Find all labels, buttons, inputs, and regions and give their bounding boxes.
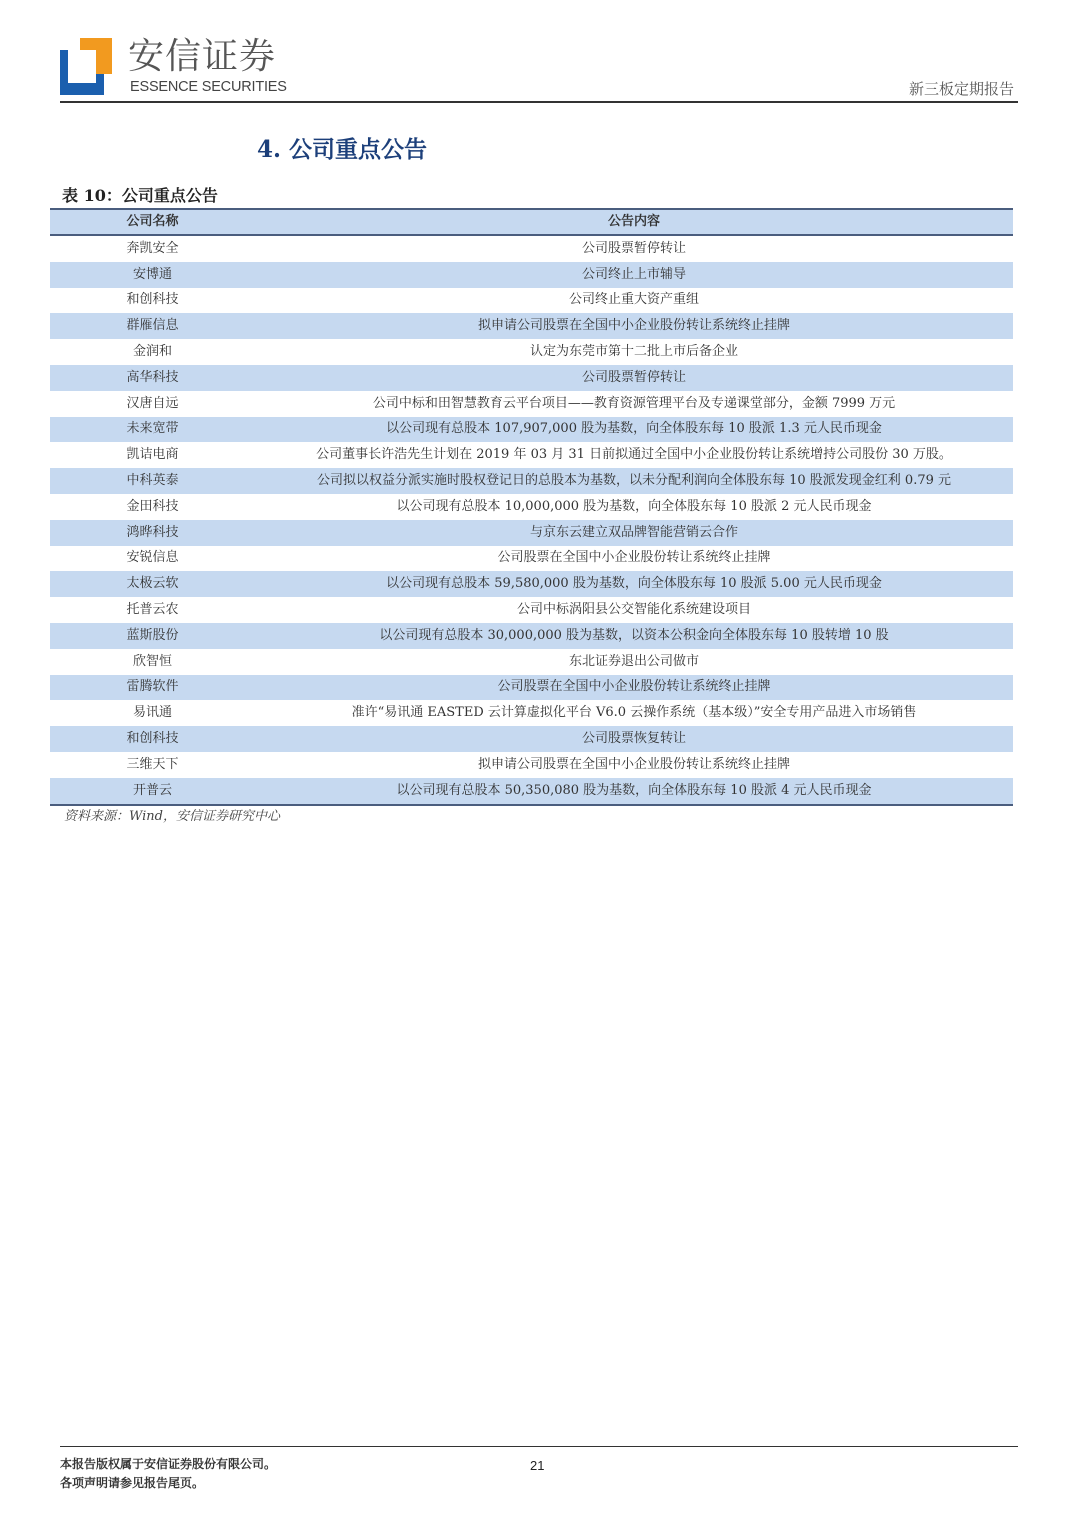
announcement-cell: 以公司现有总股本 59,580,000 股为基数，向全体股东每 10 股派 5.00 元人民币现金 <box>255 571 1013 597</box>
announcement-cell: 公司股票在全国中小企业股份转让系统终止挂牌 <box>255 675 1013 701</box>
source-note: 资料来源：Wind，安信证券研究中心 <box>64 808 280 824</box>
footer-divider <box>60 1446 1018 1447</box>
announcement-cell: 公司股票恢复转让 <box>255 726 1013 752</box>
company-name-cell: 高华科技 <box>50 365 255 391</box>
company-name-cell: 金田科技 <box>126 498 179 514</box>
announcement-cell: 以公司现有总股本 107,907,000 股为基数，向全体股东每 10 股派 1.3 元人民币现金 <box>255 417 1013 443</box>
company-name-cell: 金润和 <box>132 344 172 360</box>
announcement-cell: 公司中标涡阳县公交智能化系统建设项目 <box>516 602 751 618</box>
announcement-cell: 准许“易讯通 EASTED 云计算虚拟化平台 V6.0 云操作系统（基本级）”安全专用产品进入市场销售 <box>351 705 917 721</box>
page-number: 21 <box>530 1458 545 1473</box>
company-name-cell: 汉唐自远 <box>126 395 179 411</box>
table-row <box>50 339 1013 365</box>
announcement-cell: 公司股票在全国中小企业股份转让系统终止挂牌 <box>497 550 771 566</box>
announcement-cell: 以公司现有总股本 50,350,080 股为基数，向全体股东每 10 股派 4 元人民币现金 <box>255 778 1013 805</box>
announcement-cell: 拟申请公司股票在全国中小企业股份转让系统终止挂牌 <box>477 756 790 772</box>
table-row <box>50 235 1013 262</box>
logo-icon <box>60 38 112 95</box>
table-row <box>50 391 1013 417</box>
announcement-cell: 公司股票暂停转让 <box>581 240 686 256</box>
announcement-cell: 认定为东莞市第十二批上市后备企业 <box>529 344 738 360</box>
table-row <box>50 700 1013 726</box>
company-name-cell: 和创科技 <box>126 292 179 308</box>
announcement-cell: 公司拟以权益分派实施时股权登记日的总股本为基数，以未分配利润向全体股东每 10 股派发现金红利 0.79 元 <box>255 468 1013 494</box>
announcement-cell: 以公司现有总股本 10,000,000 股为基数，向全体股东每 10 股派 2 元人民币现金 <box>396 498 872 514</box>
company-name-cell: 和创科技 <box>50 726 255 752</box>
footer-disclaimer <box>60 1455 276 1493</box>
company-name-cell: 易讯通 <box>132 705 172 721</box>
company-name-cell: 雷腾软件 <box>50 675 255 701</box>
table-row <box>50 597 1013 623</box>
table-row <box>50 417 1013 443</box>
announcement-cell: 东北证券退出公司做市 <box>568 653 699 669</box>
table-row <box>50 442 1013 468</box>
announcements-table <box>50 208 1013 806</box>
table-row <box>50 520 1013 546</box>
company-name-cell: 太极云软 <box>50 571 255 597</box>
table-row <box>50 778 1013 805</box>
table-row <box>50 313 1013 339</box>
column-header-content: 公告内容 <box>255 209 1013 235</box>
report-type: 新三板定期报告 <box>908 80 1014 98</box>
company-name-cell: 欣智恒 <box>132 653 172 669</box>
company-name-cell: 安锐信息 <box>126 550 179 566</box>
footer-line-2: 各项声明请参见报告尾页。 <box>60 1476 205 1490</box>
company-name-cell: 中科英泰 <box>50 468 255 494</box>
table-row <box>50 288 1013 314</box>
section-title: 4. 公司重点公告 <box>257 136 428 163</box>
brand-name-en: ESSENCE SECURITIES <box>130 79 287 95</box>
brand-name-cn: 安信证券 <box>128 36 277 77</box>
company-name-cell: 群雁信息 <box>50 313 255 339</box>
company-name-cell: 三维天下 <box>126 756 179 772</box>
company-name-cell: 安博通 <box>50 262 255 288</box>
table-row <box>50 752 1013 778</box>
announcement-cell: 公司董事长许浩先生计划在 2019 年 03 月 31 日前拟通过全国中小企业股份转让系统增持公司股份 30 万股。 <box>316 447 952 463</box>
company-name-cell: 托普云农 <box>126 602 179 618</box>
announcement-cell: 公司终止上市辅导 <box>255 262 1013 288</box>
table-row <box>50 726 1013 752</box>
table-caption: 表 10：公司重点公告 <box>62 186 218 205</box>
table-row <box>50 494 1013 520</box>
table-row <box>50 623 1013 649</box>
announcement-cell: 公司终止重大资产重组 <box>568 292 699 308</box>
table-header-row <box>50 209 1013 235</box>
announcement-cell: 以公司现有总股本 30,000,000 股为基数，以资本公积金向全体股东每 10 股转增 10 股 <box>255 623 1013 649</box>
announcement-cell: 公司中标和田智慧教育云平台项目——教育资源管理平台及专递课堂部分，金额 7999 万元 <box>372 395 896 411</box>
table-row <box>50 365 1013 391</box>
company-name-cell: 鸿晔科技 <box>50 520 255 546</box>
table-row <box>50 675 1013 701</box>
company-name-cell: 凯诘电商 <box>126 447 179 463</box>
table-row <box>50 546 1013 572</box>
company-name-cell: 奔凯安全 <box>126 240 179 256</box>
table-row <box>50 571 1013 597</box>
column-header-company: 公司名称 <box>50 209 255 235</box>
announcement-cell: 拟申请公司股票在全国中小企业股份转让系统终止挂牌 <box>255 313 1013 339</box>
company-name-cell: 开普云 <box>50 778 255 805</box>
table-row <box>50 468 1013 494</box>
company-name-cell: 未来宽带 <box>50 417 255 443</box>
header-divider <box>60 101 1018 103</box>
table-container <box>50 208 1013 826</box>
company-name-cell: 蓝斯股份 <box>50 623 255 649</box>
table-row <box>50 649 1013 675</box>
announcement-cell: 与京东云建立双品牌智能营销云合作 <box>255 520 1013 546</box>
table-row <box>50 262 1013 288</box>
announcement-cell: 公司股票暂停转让 <box>255 365 1013 391</box>
footer-line-1: 本报告版权属于安信证券股份有限公司。 <box>60 1457 277 1471</box>
